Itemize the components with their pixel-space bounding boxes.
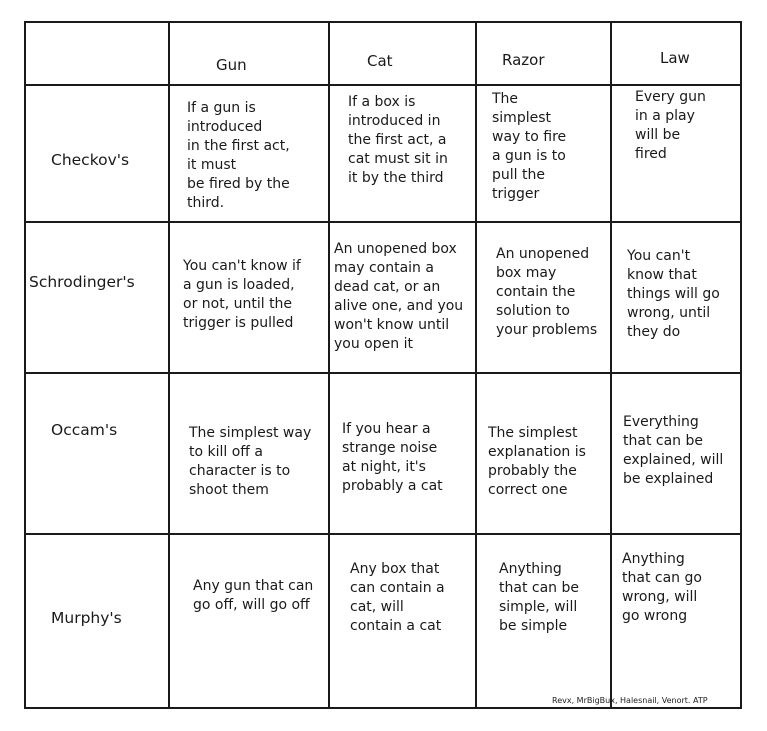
- credit-text: Revx, MrBigBux, Halesnail, Venort. ATP: [552, 696, 708, 705]
- row-label-schrodingers: Schrodinger's: [29, 273, 135, 291]
- cell-checkovs-gun: If a gun is introduced in the first act, it must be fired by the third.: [187, 100, 290, 211]
- cell-occams-razor: The simplest explanation is probably the correct one: [488, 425, 586, 498]
- row-label-checkovs: Checkov's: [51, 151, 130, 169]
- cell-checkovs-razor: The simplest way to fire a gun is to pull the trigger: [492, 91, 567, 202]
- cell-schrodingers-cat: An unopened box may contain a dead cat, or an alive one, and you won't know until you open it: [334, 241, 464, 352]
- cell-checkovs-law: Every gun in a play will be fired: [635, 89, 706, 162]
- cell-schrodingers-law: You can't know that things will go wrong, until they do: [627, 248, 720, 340]
- row-divider: [24, 533, 742, 535]
- cell-schrodingers-razor: An unopened box may contain the solution to your problems: [496, 246, 598, 338]
- column-header-law: Law: [660, 49, 690, 67]
- row-divider: [24, 372, 742, 374]
- cell-occams-law: Everything that can be explained, will be explained: [623, 414, 724, 487]
- table-border-right: [740, 21, 742, 709]
- row-label-occams: Occam's: [51, 421, 118, 439]
- cell-murphys-cat: Any box that can contain a cat, will contain a cat: [350, 561, 445, 634]
- cell-murphys-gun: Any gun that can go off, will go off: [193, 578, 314, 613]
- column-divider: [328, 21, 330, 709]
- column-header-razor: Razor: [502, 51, 545, 69]
- column-header-gun: Gun: [216, 56, 247, 74]
- row-label-murphys: Murphy's: [51, 609, 122, 627]
- cell-murphys-law: Anything that can go wrong, will go wrong: [622, 551, 702, 624]
- table-border-top: [24, 21, 742, 23]
- table-border-left: [24, 21, 26, 709]
- column-divider: [610, 21, 612, 709]
- column-divider: [475, 21, 477, 709]
- column-divider: [168, 21, 170, 709]
- cell-schrodingers-gun: You can't know if a gun is loaded, or not, until the trigger is pulled: [183, 258, 301, 331]
- cell-murphys-razor: Anything that can be simple, will be simple: [499, 561, 579, 634]
- cell-occams-gun: The simplest way to kill off a character is to shoot them: [189, 425, 312, 498]
- table-border-bottom: [24, 707, 742, 709]
- column-header-cat: Cat: [367, 52, 393, 70]
- cell-occams-cat: If you hear a strange noise at night, it's probably a cat: [342, 421, 443, 494]
- cell-checkovs-cat: If a box is introduced in the first act, a cat must sit in it by the third: [348, 94, 448, 186]
- row-divider: [24, 221, 742, 223]
- row-divider: [24, 84, 742, 86]
